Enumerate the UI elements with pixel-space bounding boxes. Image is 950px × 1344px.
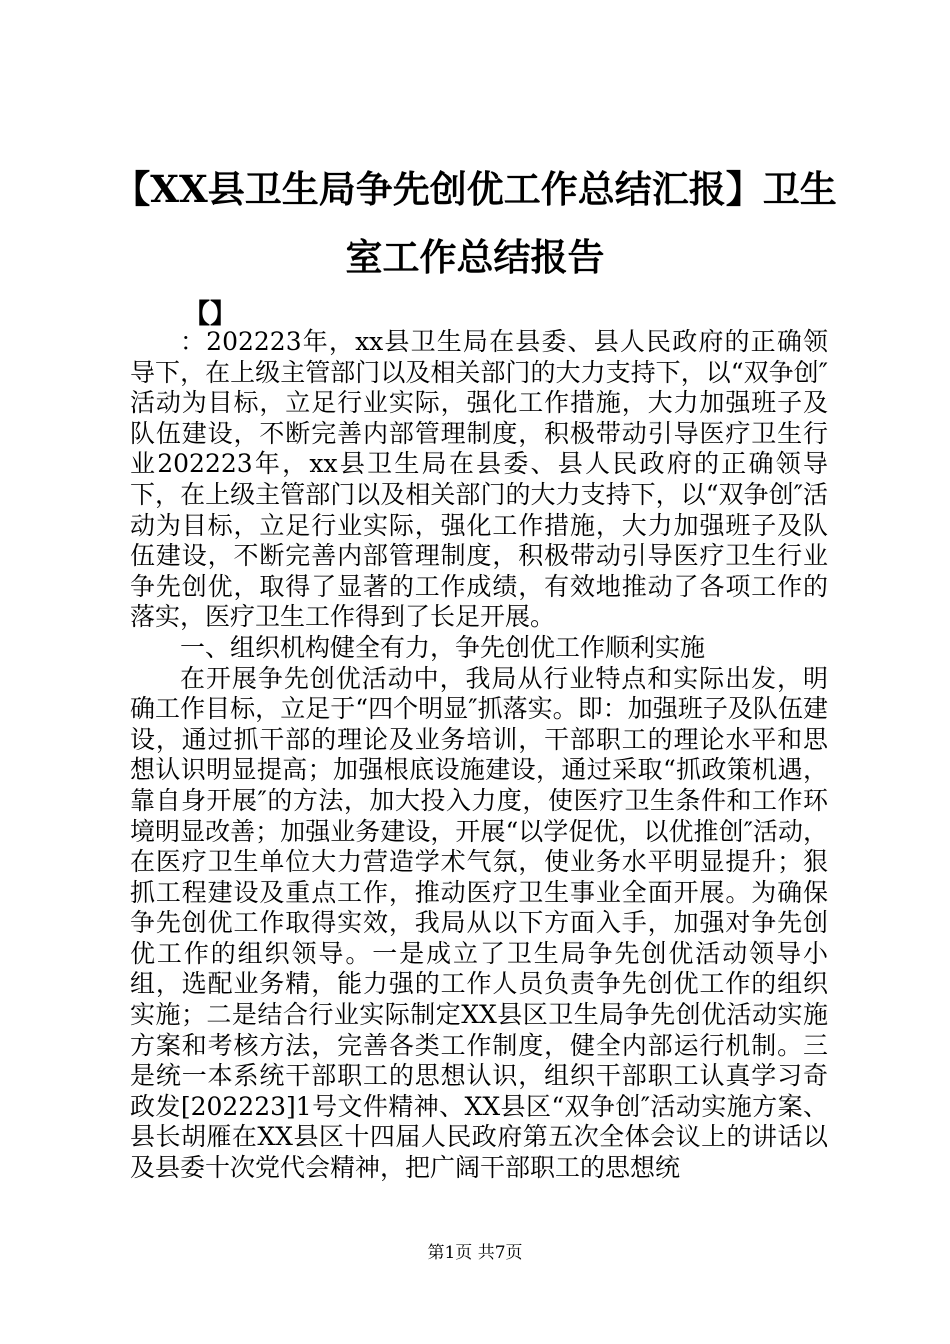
page-number: 第1页 共7页 (427, 1243, 523, 1263)
document-title: 【XX县卫生局争先创优工作总结汇报】卫生室工作总结报告 (113, 167, 837, 279)
document-body (130, 327, 828, 1184)
source-bracket: 【】 (183, 299, 237, 330)
paragraph-intro: ：202223年，xx县卫生局在县委、县人民政府的正确领导下，在上级主管部门以及相关部门的大力支持下，以“双争创″活动为目标，立足行业实际，强化工作措施，大力加强班子及队伍建设，不断完善内部管理制度，积极带动引导医疗卫生行业202223年，xx县卫生局在县委、县人民政府的正确领导下，在上级主管部门以及相关部门的大力支持下，以“双争创″活动为目标，立足行业实际，强化工作措施，大力加强班子及队伍建设，不断完善内部管理制度，积极带动引导医疗卫生行业争先创优，取得了显著的工作成绩，有效地推动了各项工作的落实，医疗卫生工作得到了长足开展。 (130, 327, 828, 632)
paragraph-section-one: 在开展争先创优活动中，我局从行业特点和实际出发，明确工作目标，立足于“四个明显″抓落实。即：加强班子及队伍建设，通过抓干部的理论及业务培训，干部职工的理论水平和思想认识明显提高；加强根底设施建设，通过采取“抓政策机遇，靠自身开展″的方法，加大投入力度，使医疗卫生条件和工作环境明显改善；加强业务建设，开展“以学促优，以优推创″活动，在医疗卫生单位大力营造学术气氛，使业务水平明显提升；狠抓工程建设及重点工作，推动医疗卫生事业全面开展。为确保争先创优工作取得实效，我局从以下方面入手，加强对争先创优工作的组织领导。一是成立了卫生局争先创优活动领导小组，选配业务精，能力强的工作人员负责争先创优工作的组织实施；二是结合行业实际制定XX县区卫生局争先创优活动实施方案和考核方法，完善各类工作制度，健全内部运行机制。三是统一本系统干部职工的思想认识，组织干部职工认真学习奇政发[202223]1号文件精神、XX县区“双争创″活动实施方案、县长胡雁在XX县区十四届人民政府第五次全体会议上的讲话以及县委十次党代会精神，把广阔干部职工的思想统 (130, 663, 828, 1183)
section-heading: 一、组织机构健全有力，争先创优工作顺利实施 (180, 632, 706, 662)
